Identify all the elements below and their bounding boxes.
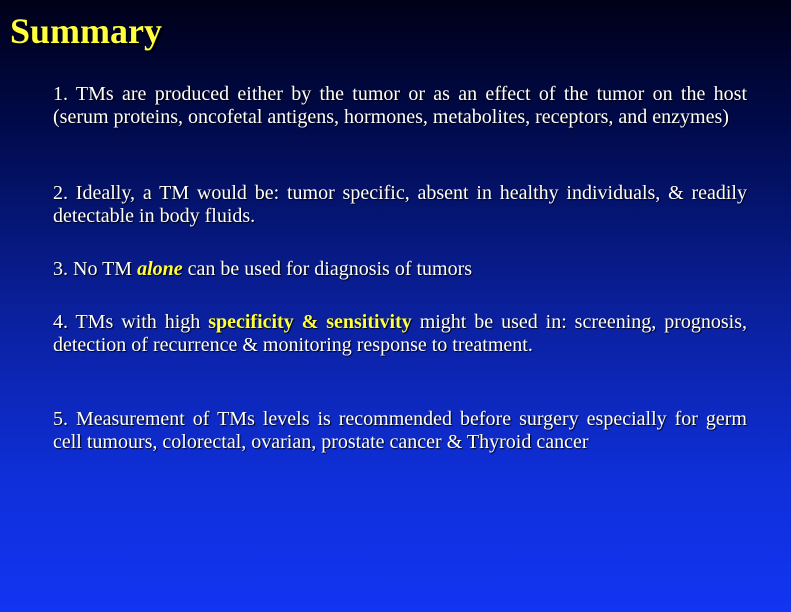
emphasis-specificity: specificity (208, 311, 294, 333)
summary-point-4 (53, 311, 747, 357)
summary-point-5: 5. Measurement of TMs levels is recommended before surgery especially for germ cell tumours, colorectal, ovarian, prostate cancer & Thyroid cancer (53, 408, 747, 453)
emphasis-alone: alone (137, 258, 183, 280)
point-4-lead-text: 4. TMs with high (53, 311, 209, 333)
emphasis-sensitivity: sensitivity (326, 311, 412, 333)
summary-point-2: 2. Ideally, a TM would be: tumor specific, absent in healthy individuals, & readily detectable in body fluids. (53, 182, 747, 227)
point-4-trailing-text: might be used in: screening, prognosis, detection of recurrence & monitoring response to treatment. (53, 311, 747, 356)
emphasis-ampersand: & (293, 311, 327, 333)
summary-points (53, 0, 747, 612)
summary-point-1: 1. TMs are produced either by the tumor or as an effect of the tumor on the host (serum proteins, oncofetal antigens, hormones, metabolites, receptors, and enzymes) (53, 83, 747, 128)
point-3-trailing-text: can be used for diagnosis of tumors (182, 258, 473, 280)
summary-point-3 (53, 258, 747, 281)
slide-title: Summary (10, 11, 162, 51)
point-3-lead-text: 3. No TM (53, 258, 138, 280)
